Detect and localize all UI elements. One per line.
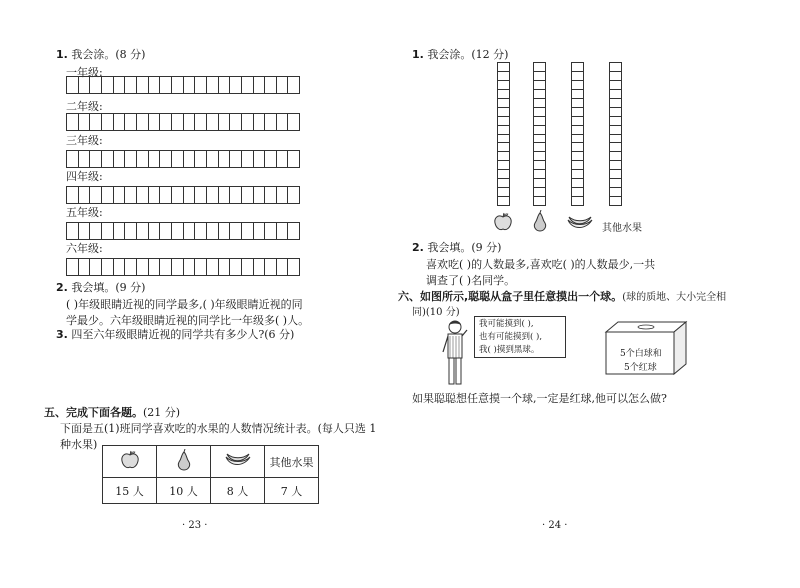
grid-cell[interactable]: [288, 259, 299, 275]
bar-cell[interactable]: [610, 161, 621, 170]
table-value-apple: 15 人: [103, 478, 157, 504]
grid-cell[interactable]: [265, 77, 277, 93]
bar-cell[interactable]: [610, 188, 621, 197]
banana-icon: [566, 214, 594, 232]
grid-cell[interactable]: [125, 77, 137, 93]
grid-cell[interactable]: [195, 223, 207, 239]
bar-cell[interactable]: [610, 81, 621, 90]
grid-cell[interactable]: [90, 223, 102, 239]
grid-cell[interactable]: [137, 223, 149, 239]
grid-cell[interactable]: [149, 77, 161, 93]
grid-cell[interactable]: [184, 151, 196, 167]
grid-cell[interactable]: [90, 151, 102, 167]
grid-cell[interactable]: [230, 77, 242, 93]
grid-cell[interactable]: [184, 77, 196, 93]
bar-cell[interactable]: [572, 117, 583, 126]
grid-cell[interactable]: [219, 187, 231, 203]
bar-cell[interactable]: [572, 99, 583, 108]
bar-cell[interactable]: [498, 72, 509, 81]
bar-cell[interactable]: [498, 143, 509, 152]
bar-cell[interactable]: [498, 188, 509, 197]
section-5-intro-line2: 种水果): [60, 438, 98, 451]
grade-label: 一年级:: [66, 66, 103, 79]
grid-cell[interactable]: [137, 77, 149, 93]
grade-label: 三年级:: [66, 134, 103, 147]
grid-cell[interactable]: [207, 259, 219, 275]
left-q3-text: 四至六年级眼睛近视的同学共有多少人?(6 分): [71, 328, 295, 341]
bar-cell[interactable]: [610, 143, 621, 152]
grid-cell[interactable]: [149, 114, 161, 130]
grid-cell[interactable]: [207, 114, 219, 130]
grid-cell[interactable]: [277, 151, 289, 167]
grid-cell[interactable]: [184, 223, 196, 239]
table-header-other: 其他水果: [265, 446, 319, 478]
bar-cell[interactable]: [572, 63, 583, 72]
bar-cell[interactable]: [572, 161, 583, 170]
grid-cell[interactable]: [125, 259, 137, 275]
bar-column: [571, 62, 584, 206]
bar-cell[interactable]: [534, 170, 545, 179]
grid-cell[interactable]: [67, 151, 79, 167]
grid-cell[interactable]: [79, 151, 91, 167]
bar-cell[interactable]: [534, 188, 545, 197]
fruit-statistics-table: [102, 445, 319, 504]
grid-cell[interactable]: [172, 187, 184, 203]
bar-cell[interactable]: [610, 99, 621, 108]
grid-cell[interactable]: [184, 187, 196, 203]
box-line-2: 5个红球: [624, 363, 657, 373]
bar-cell[interactable]: [534, 197, 545, 205]
grid-cell[interactable]: [254, 223, 266, 239]
grid-cell[interactable]: [79, 77, 91, 93]
grid-cell[interactable]: [102, 187, 114, 203]
grid-cell[interactable]: [137, 114, 149, 130]
grid-cell[interactable]: [288, 223, 299, 239]
grid-cell[interactable]: [230, 151, 242, 167]
right-q2-number: 2.: [412, 241, 424, 254]
bar-cell[interactable]: [498, 63, 509, 72]
bar-other-label: 其他水果: [602, 223, 642, 234]
banana-icon: [224, 451, 252, 469]
bar-cell[interactable]: [534, 90, 545, 99]
grid-cell[interactable]: [242, 151, 254, 167]
table-header-banana: [211, 446, 265, 478]
grid-cell[interactable]: [102, 223, 114, 239]
bar-cell[interactable]: [610, 108, 621, 117]
bar-cell[interactable]: [610, 152, 621, 161]
bar-cell[interactable]: [498, 197, 509, 205]
right-page-number: · 24 ·: [542, 520, 568, 531]
left-q2: [56, 279, 145, 295]
left-q1-number: 1.: [56, 48, 68, 61]
bar-cell[interactable]: [498, 161, 509, 170]
table-header-apple: [103, 446, 157, 478]
apple-icon: [492, 212, 514, 232]
grid-cell[interactable]: [254, 114, 266, 130]
grid-cell[interactable]: [114, 223, 126, 239]
grid-cell[interactable]: [90, 187, 102, 203]
boy-figure-icon: [440, 318, 470, 388]
grid-cell[interactable]: [137, 187, 149, 203]
grid-cell[interactable]: [149, 259, 161, 275]
grid-cell[interactable]: [277, 77, 289, 93]
grid-cell[interactable]: [125, 114, 137, 130]
bar-cell[interactable]: [572, 197, 583, 205]
grid-cell[interactable]: [242, 259, 254, 275]
bar-cell[interactable]: [498, 99, 509, 108]
grid-cell[interactable]: [254, 187, 266, 203]
bar-cell[interactable]: [534, 161, 545, 170]
grid-cell[interactable]: [265, 151, 277, 167]
grid-cell[interactable]: [160, 259, 172, 275]
left-q3: [56, 326, 294, 342]
bar-cell[interactable]: [498, 81, 509, 90]
left-q2-number: 2.: [56, 281, 68, 294]
left-q1: [56, 46, 145, 62]
left-q2-text: 我会填。(9 分): [71, 281, 146, 294]
section-6-note-line2: 同)(10 分): [412, 307, 460, 318]
right-q1-text: 我会涂。(12 分): [427, 48, 509, 61]
table-value-banana: 8 人: [211, 478, 265, 504]
apple-icon: [119, 450, 141, 470]
bar-cell[interactable]: [498, 117, 509, 126]
grid-cell[interactable]: [125, 151, 137, 167]
bar-cell[interactable]: [610, 72, 621, 81]
grid-cell[interactable]: [67, 114, 79, 130]
pear-icon: [530, 210, 550, 232]
table-header-pear: [157, 446, 211, 478]
right-q1: [412, 46, 508, 62]
grid-cell[interactable]: [254, 77, 266, 93]
grade-grid-row: [66, 150, 300, 168]
grid-cell[interactable]: [230, 259, 242, 275]
left-q2-line2: 学最少。六年级眼睛近视的同学比一年级多( )人。: [66, 314, 310, 327]
grid-cell[interactable]: [207, 187, 219, 203]
bar-cell[interactable]: [498, 152, 509, 161]
grade-label: 二年级:: [66, 100, 103, 113]
grid-cell[interactable]: [277, 187, 289, 203]
grid-cell[interactable]: [265, 223, 277, 239]
bar-cell[interactable]: [534, 108, 545, 117]
table-value-other: 7 人: [265, 478, 319, 504]
right-q2-line1: 喜欢吃( )的人数最多,喜欢吃( )的人数最少,一共: [426, 258, 656, 271]
bar-cell[interactable]: [572, 126, 583, 135]
grid-cell[interactable]: [230, 187, 242, 203]
bar-cell[interactable]: [572, 81, 583, 90]
grid-cell[interactable]: [149, 151, 161, 167]
bar-cell[interactable]: [610, 179, 621, 188]
bar-cell[interactable]: [534, 99, 545, 108]
bar-cell[interactable]: [534, 179, 545, 188]
grid-cell[interactable]: [207, 151, 219, 167]
grade-label: 六年级:: [66, 242, 103, 255]
grid-cell[interactable]: [288, 187, 299, 203]
grid-cell[interactable]: [137, 259, 149, 275]
grid-cell[interactable]: [184, 114, 196, 130]
grid-cell[interactable]: [172, 151, 184, 167]
grid-cell[interactable]: [67, 187, 79, 203]
bar-cell[interactable]: [610, 170, 621, 179]
grid-cell[interactable]: [277, 259, 289, 275]
section-5-score: (21 分): [143, 406, 181, 419]
grid-cell[interactable]: [67, 223, 79, 239]
bar-cell[interactable]: [534, 63, 545, 72]
bar-cell[interactable]: [534, 143, 545, 152]
grade-grid-row: [66, 113, 300, 131]
section-5-title: 五、完成下面各题。: [44, 406, 143, 419]
section-6-question: 如果聪聪想任意摸一个球,一定是红球,他可以怎么做?: [412, 392, 667, 405]
grid-cell[interactable]: [102, 114, 114, 130]
grade-grid-row: [66, 222, 300, 240]
bar-cell[interactable]: [572, 152, 583, 161]
grid-cell[interactable]: [265, 114, 277, 130]
right-q2-line2: 调查了( )名同学。: [426, 274, 516, 287]
bar-column: [533, 62, 546, 206]
left-q2-line1: ( )年级眼睛近视的同学最多,( )年级眼睛近视的同: [66, 298, 303, 311]
bar-column: [609, 62, 622, 206]
grid-cell[interactable]: [125, 187, 137, 203]
bubble-line-1: 我可能摸到( ),: [479, 319, 534, 329]
grid-cell[interactable]: [79, 114, 91, 130]
grid-cell[interactable]: [219, 151, 231, 167]
bar-cell[interactable]: [610, 126, 621, 135]
bar-cell[interactable]: [572, 135, 583, 144]
grid-cell[interactable]: [242, 114, 254, 130]
bar-cell[interactable]: [534, 126, 545, 135]
bar-cell[interactable]: [498, 126, 509, 135]
bubble-line-3: 我( )摸到黑球。: [479, 345, 540, 355]
grid-cell[interactable]: [137, 151, 149, 167]
grid-cell[interactable]: [172, 259, 184, 275]
grid-cell[interactable]: [219, 114, 231, 130]
bar-cell[interactable]: [534, 135, 545, 144]
grid-cell[interactable]: [230, 223, 242, 239]
grid-cell[interactable]: [90, 77, 102, 93]
left-q1-text: 我会涂。(8 分): [71, 48, 146, 61]
grid-cell[interactable]: [172, 223, 184, 239]
grid-cell[interactable]: [149, 223, 161, 239]
bar-cell[interactable]: [610, 63, 621, 72]
speech-bubble: [474, 316, 566, 358]
bar-cell[interactable]: [498, 170, 509, 179]
grid-cell[interactable]: [102, 259, 114, 275]
grid-cell[interactable]: [195, 259, 207, 275]
grid-cell[interactable]: [195, 187, 207, 203]
grid-cell[interactable]: [114, 114, 126, 130]
bar-cell[interactable]: [498, 90, 509, 99]
grid-cell[interactable]: [90, 114, 102, 130]
grid-cell[interactable]: [79, 223, 91, 239]
grid-cell[interactable]: [160, 151, 172, 167]
grid-cell[interactable]: [114, 187, 126, 203]
grid-cell[interactable]: [79, 187, 91, 203]
grid-cell[interactable]: [102, 151, 114, 167]
grid-cell[interactable]: [207, 77, 219, 93]
section-6-title: 六、如图所示,聪聪从盒子里任意摸出一个球。: [398, 290, 623, 303]
grid-cell[interactable]: [219, 77, 231, 93]
bar-cell[interactable]: [498, 179, 509, 188]
grade-grid-row: [66, 186, 300, 204]
left-page-number: · 23 ·: [182, 520, 208, 531]
bar-cell[interactable]: [572, 108, 583, 117]
grade-grid-row: [66, 258, 300, 276]
bar-cell[interactable]: [498, 135, 509, 144]
bar-cell[interactable]: [572, 188, 583, 197]
bar-cell[interactable]: [572, 143, 583, 152]
grade-label: 四年级:: [66, 170, 103, 183]
grid-cell[interactable]: [160, 114, 172, 130]
grid-cell[interactable]: [288, 151, 299, 167]
right-q2: [412, 239, 501, 255]
grid-cell[interactable]: [288, 114, 299, 130]
grid-cell[interactable]: [195, 151, 207, 167]
left-q3-number: 3.: [56, 328, 68, 341]
grid-cell[interactable]: [277, 114, 289, 130]
grid-cell[interactable]: [219, 223, 231, 239]
grid-cell[interactable]: [207, 223, 219, 239]
bar-cell[interactable]: [572, 170, 583, 179]
box-line-1: 5个白球和: [620, 349, 662, 359]
right-q2-text: 我会填。(9 分): [427, 241, 502, 254]
grid-cell[interactable]: [184, 259, 196, 275]
bar-cell[interactable]: [498, 108, 509, 117]
grid-cell[interactable]: [114, 77, 126, 93]
bar-cell[interactable]: [572, 72, 583, 81]
bar-column: [497, 62, 510, 206]
section-5-heading: [44, 404, 180, 420]
grid-cell[interactable]: [149, 187, 161, 203]
grid-cell[interactable]: [277, 223, 289, 239]
section-5-intro-line1: 下面是五(1)班同学喜欢吃的水果的人数情况统计表。(每人只选 1: [60, 422, 377, 435]
grid-cell[interactable]: [160, 187, 172, 203]
bar-cell[interactable]: [610, 135, 621, 144]
grid-cell[interactable]: [67, 259, 79, 275]
grid-cell[interactable]: [254, 151, 266, 167]
grid-cell[interactable]: [219, 259, 231, 275]
grid-cell[interactable]: [195, 114, 207, 130]
right-q1-number: 1.: [412, 48, 424, 61]
grid-cell[interactable]: [265, 259, 277, 275]
bar-cell[interactable]: [572, 179, 583, 188]
bar-cell[interactable]: [610, 197, 621, 205]
pear-icon: [174, 449, 194, 471]
grid-cell[interactable]: [160, 223, 172, 239]
grid-cell[interactable]: [125, 223, 137, 239]
grade-label: 五年级:: [66, 206, 103, 219]
grid-cell[interactable]: [288, 77, 299, 93]
bar-cell[interactable]: [534, 81, 545, 90]
grid-cell[interactable]: [265, 187, 277, 203]
bar-cell[interactable]: [534, 72, 545, 81]
grade-grid-row: [66, 76, 300, 94]
section-6-heading: [398, 288, 726, 304]
table-header-row: [103, 446, 319, 478]
grid-cell[interactable]: [114, 259, 126, 275]
bar-cell[interactable]: [534, 117, 545, 126]
grid-cell[interactable]: [242, 77, 254, 93]
grid-cell[interactable]: [160, 77, 172, 93]
bar-cell[interactable]: [572, 90, 583, 99]
grid-cell[interactable]: [67, 77, 79, 93]
table-values-row: [103, 478, 319, 504]
section-6-note: (球的质地、大小完全相: [622, 292, 727, 303]
grid-cell[interactable]: [79, 259, 91, 275]
grid-cell[interactable]: [102, 77, 114, 93]
grid-cell[interactable]: [90, 259, 102, 275]
grid-cell[interactable]: [172, 77, 184, 93]
bar-cell[interactable]: [610, 117, 621, 126]
table-value-pear: 10 人: [157, 478, 211, 504]
bubble-line-2: 也有可能摸到( ),: [479, 332, 543, 342]
grid-cell[interactable]: [242, 223, 254, 239]
grid-cell[interactable]: [254, 259, 266, 275]
grid-cell[interactable]: [242, 187, 254, 203]
grid-cell[interactable]: [230, 114, 242, 130]
grid-cell[interactable]: [114, 151, 126, 167]
grid-cell[interactable]: [172, 114, 184, 130]
bar-cell[interactable]: [610, 90, 621, 99]
grid-cell[interactable]: [195, 77, 207, 93]
bar-cell[interactable]: [534, 152, 545, 161]
